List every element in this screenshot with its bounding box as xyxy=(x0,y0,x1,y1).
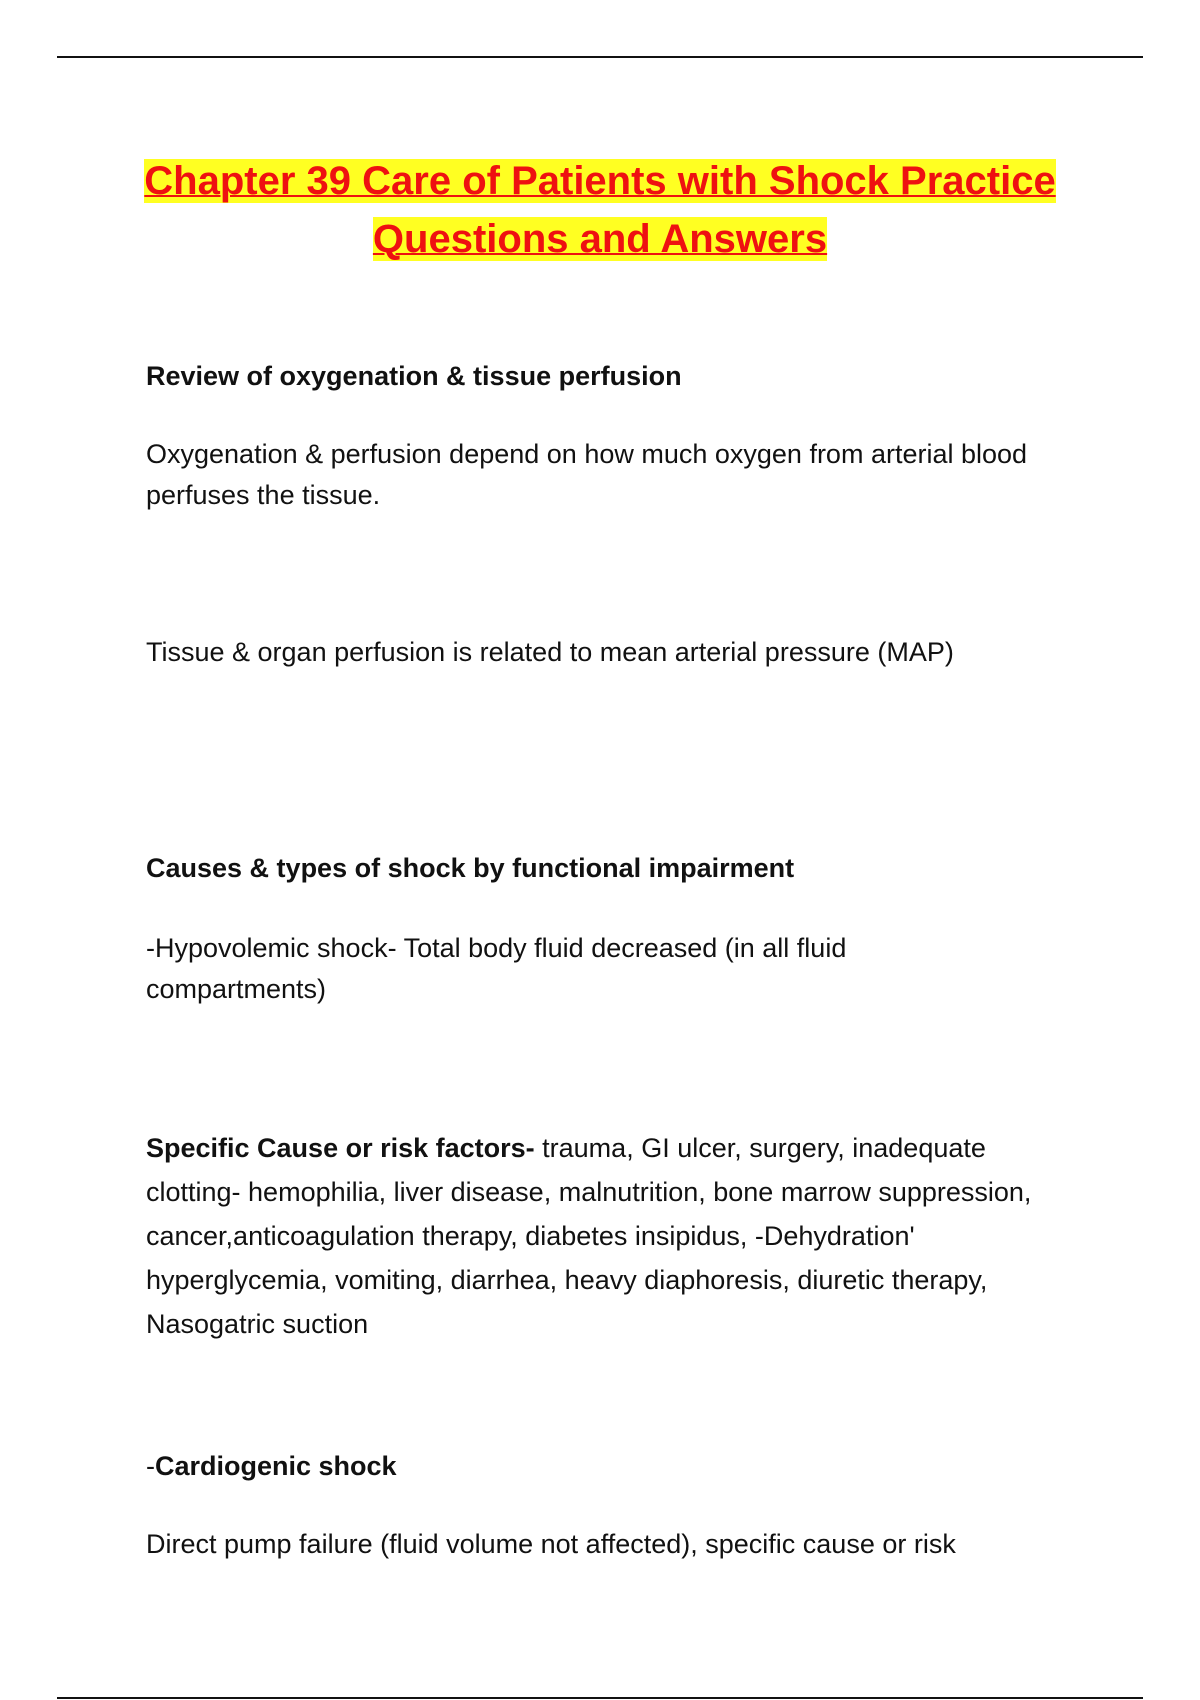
risk-factors-text: trauma, GI ulcer, surgery, inadequate clotting- hemophilia, liver disease, malnutrition, bone marrow suppression, cancer,anticoagulation therapy, diabetes insipidus, -Dehydration' hyperglycemia, vomiting, diarrhea, heavy diaphoresis, diuretic therapy, Nasogatric suction xyxy=(146,1133,1032,1339)
section-heading-oxygenation: Review of oxygenation & tissue perfusion xyxy=(146,361,682,391)
cardiogenic-heading: Cardiogenic shock xyxy=(155,1451,397,1481)
paragraph-risk-factors xyxy=(146,1126,1076,1346)
section-heading-causes: Causes & types of shock by functional impairment xyxy=(146,853,795,883)
top-rule xyxy=(57,56,1143,58)
risk-factors-label: Specific Cause or risk factors- xyxy=(146,1133,535,1163)
section-heading-cardiogenic xyxy=(146,1446,1076,1486)
paragraph-hypovolemic: -Hypovolemic shock- Total body fluid decreased (in all fluid compartments) xyxy=(146,933,847,1004)
bottom-rule xyxy=(57,1697,1143,1699)
paragraph-oxygenation: Oxygenation & perfusion depend on how much oxygen from arterial blood perfuses the tissue. xyxy=(146,439,1028,510)
paragraph-cardiogenic: Direct pump failure (fluid volume not affected), specific cause or risk xyxy=(146,1529,956,1559)
cardiogenic-prefix: - xyxy=(146,1451,155,1481)
document-title: Chapter 39 Care of Patients with Shock Practice Questions and Answers xyxy=(144,159,1056,261)
paragraph-perfusion-map: Tissue & organ perfusion is related to mean arterial pressure (MAP) xyxy=(146,637,954,667)
